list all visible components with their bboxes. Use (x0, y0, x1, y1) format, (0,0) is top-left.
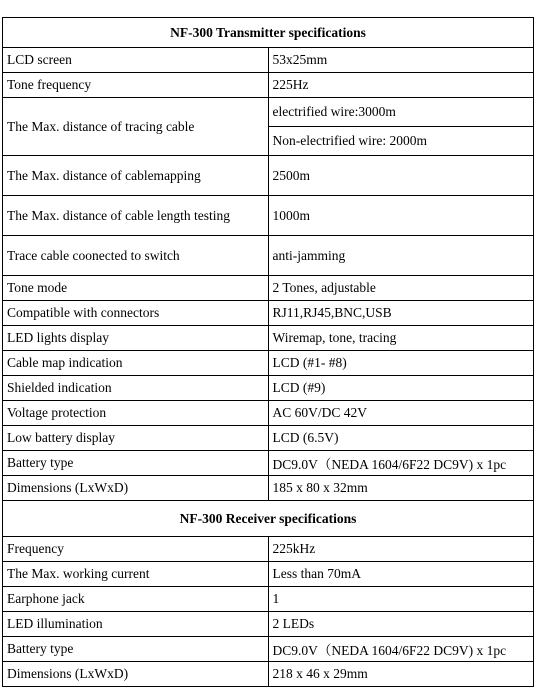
spec-value: AC 60V/DC 42V (268, 401, 534, 426)
spec-label: Tone mode (3, 276, 269, 301)
spec-value: 225kHz (268, 537, 534, 562)
spec-label: LED illumination (3, 612, 269, 637)
spec-value: 1 (268, 587, 534, 612)
spec-label: Frequency (3, 537, 269, 562)
spec-value: 225Hz (268, 73, 534, 98)
spec-value: Non-electrified wire: 2000m (268, 127, 534, 156)
spec-label: Compatible with connectors (3, 301, 269, 326)
table-row (3, 301, 534, 326)
spec-label: Battery type (3, 637, 269, 662)
table-row (3, 537, 534, 562)
table-row (3, 637, 534, 662)
spec-label: Low battery display (3, 426, 269, 451)
spec-value: 2500m (268, 156, 534, 196)
spec-value: RJ11,RJ45,BNC,USB (268, 301, 534, 326)
spec-value: Less than 70mA (268, 562, 534, 587)
spec-value: DC9.0V（NEDA 1604/6F22 DC9V) x 1pc (268, 451, 534, 476)
table-row (3, 73, 534, 98)
spec-label: The Max. distance of cablemapping (3, 156, 269, 196)
table-row (3, 587, 534, 612)
transmitter-title: NF-300 Transmitter specifications (3, 18, 534, 48)
table-row (3, 451, 534, 476)
table-row (3, 426, 534, 451)
table-row (3, 236, 534, 276)
table-row (3, 562, 534, 587)
spec-label: Earphone jack (3, 587, 269, 612)
table-row (3, 376, 534, 401)
table-row (3, 476, 534, 501)
spec-value: LCD (#9) (268, 376, 534, 401)
table-row (3, 98, 534, 127)
spec-label: LCD screen (3, 48, 269, 73)
table-row (3, 48, 534, 73)
receiver-header-row (3, 501, 534, 537)
spec-label: The Max. working current (3, 562, 269, 587)
spec-label: Shielded indication (3, 376, 269, 401)
spec-label: Battery type (3, 451, 269, 476)
spec-label: Cable map indication (3, 351, 269, 376)
spec-value: 2 Tones, adjustable (268, 276, 534, 301)
table-row (3, 326, 534, 351)
table-row (3, 156, 534, 196)
spec-label: Trace cable coonected to switch (3, 236, 269, 276)
spec-label: Tone frequency (3, 73, 269, 98)
spec-value: 218 x 46 x 29mm (268, 662, 534, 687)
spec-label: Voltage protection (3, 401, 269, 426)
spec-table (2, 17, 534, 687)
spec-value: 53x25mm (268, 48, 534, 73)
table-row (3, 401, 534, 426)
spec-label: Dimensions (LxWxD) (3, 662, 269, 687)
spec-value: anti-jamming (268, 236, 534, 276)
spec-value: Wiremap, tone, tracing (268, 326, 534, 351)
spec-value: 185 x 80 x 32mm (268, 476, 534, 501)
spec-label: The Max. distance of tracing cable (3, 98, 269, 156)
receiver-title: NF-300 Receiver specifications (3, 501, 534, 537)
table-row (3, 196, 534, 236)
spec-value: LCD (#1- #8) (268, 351, 534, 376)
spec-label: Dimensions (LxWxD) (3, 476, 269, 501)
transmitter-header-row (3, 18, 534, 48)
table-row (3, 351, 534, 376)
spec-value: electrified wire:3000m (268, 98, 534, 127)
spec-label: LED lights display (3, 326, 269, 351)
spec-value: 1000m (268, 196, 534, 236)
spec-label: The Max. distance of cable length testing (3, 196, 269, 236)
table-row (3, 662, 534, 687)
spec-value: DC9.0V（NEDA 1604/6F22 DC9V) x 1pc (268, 637, 534, 662)
spec-value: 2 LEDs (268, 612, 534, 637)
table-row (3, 612, 534, 637)
spec-value: LCD (6.5V) (268, 426, 534, 451)
table-row (3, 276, 534, 301)
